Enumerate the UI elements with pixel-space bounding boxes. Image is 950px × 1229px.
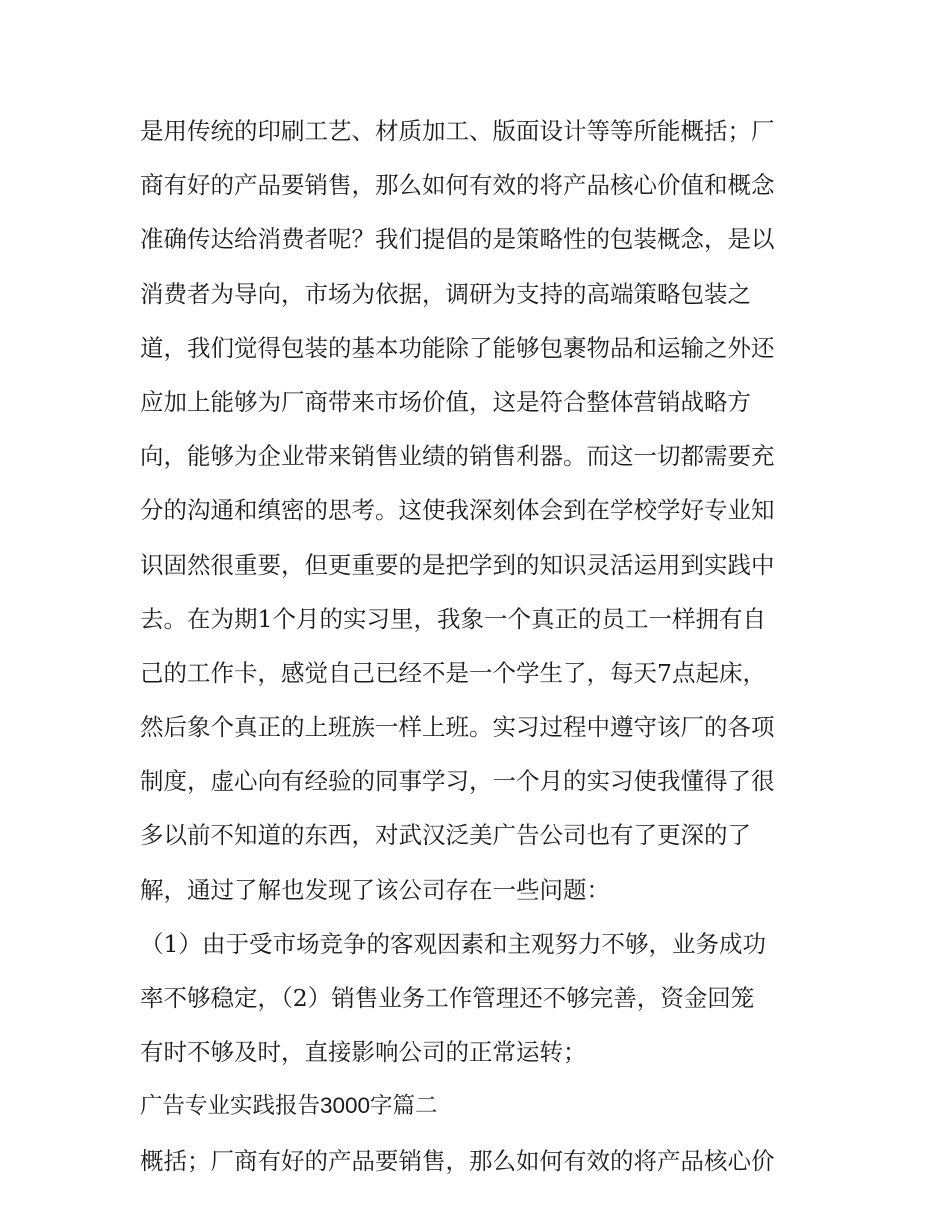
body-line: 去。在为期1个月的实习里，我象一个真正的员工一样拥有自 [140,604,766,633]
body-line: 商有好的产品要销售，那么如何有效的将产品核心价值和概念 [140,171,775,200]
body-line: 己的工作卡，感觉自己已经不是一个学生了，每天7点起床， [140,658,766,687]
body-line: 是用传统的印刷工艺、材质加工、版面设计等等所能概括；厂 [140,117,775,145]
body-line: 准确传达给消费者呢？我们提倡的是策略性的包装概念，是以 [140,225,775,254]
body-line: 消费者为导向，市场为依据，调研为支持的高端策略包装之 [140,279,751,308]
document-body [140,104,820,1188]
body-line: 率不够稳定，（2）销售业务工作管理还不够完善，资金回笼 [140,984,755,1012]
body-line: 概括；厂商有好的产品要销售，那么如何有效的将产品核心价 [140,1146,775,1175]
body-line: 制度，虚心向有经验的同事学习，一个月的实习使我懂得了很 [140,767,775,796]
body-line: 识固然很重要，但更重要的是把学到的知识灵活运用到实践中 [140,550,775,579]
body-line: 向，能够为企业带来销售业绩的销售利器。而这一切都需要充 [140,442,775,471]
body-line: 解，通过了解也发现了该公司存在一些问题： [140,875,610,904]
body-line: 道，我们觉得包装的基本功能除了能够包裹物品和运输之外还 [140,333,775,362]
body-line: （1）由于受市场竞争的客观因素和主观努力不够，业务成功 [140,929,766,958]
body-line: 有时不够及时，直接影响公司的正常运转； [140,1038,587,1067]
section-heading: 广告专业实践报告3000字篇二 [140,1093,438,1119]
body-line: 多以前不知道的东西，对武汉泛美广告公司也有了更深的了 [140,821,751,850]
body-line: 然后象个真正的上班族一样上班。实习过程中遵守该厂的各项 [140,713,775,742]
body-line: 分的沟通和缜密的思考。这使我深刻体会到在学校学好专业知 [140,496,775,525]
body-line: 应加上能够为厂商带来市场价值，这是符合整体营销战略方 [140,387,751,416]
